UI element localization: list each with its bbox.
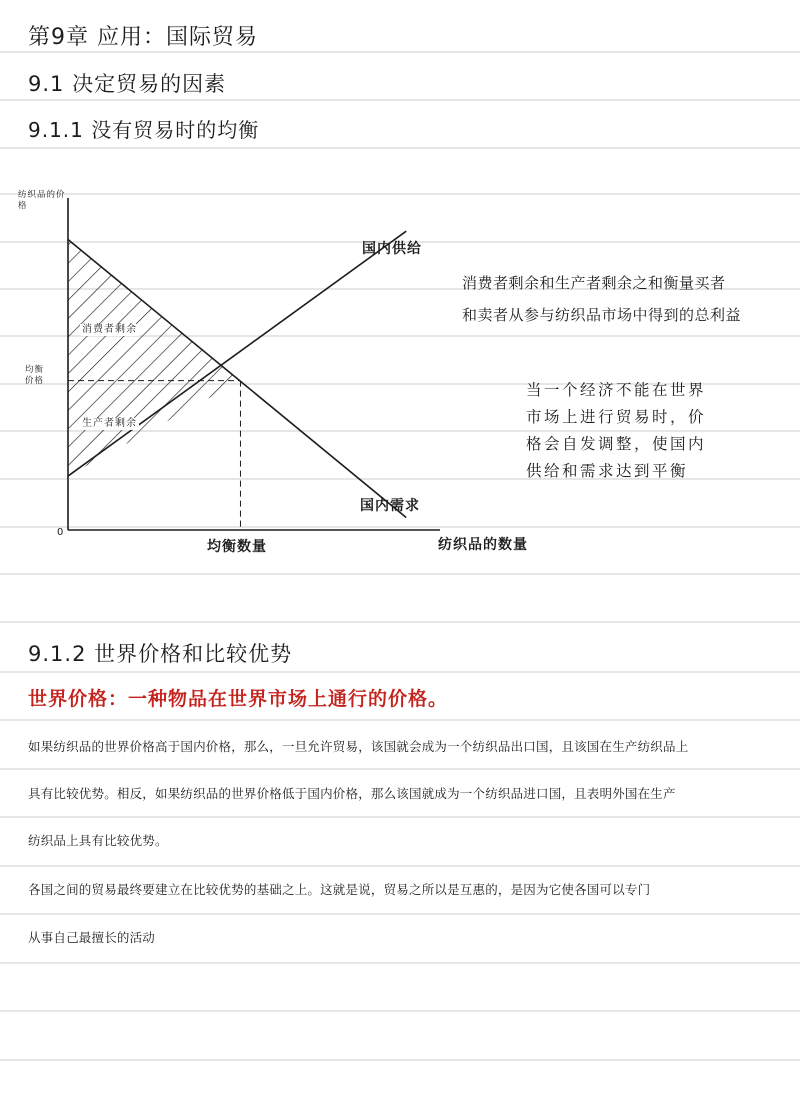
x-axis-label: 纺织品的数量 [438, 537, 528, 553]
origin-label: 0 [57, 527, 65, 538]
demand-curve-label: 国内需求 [360, 498, 420, 514]
surplus-note-line2: 和卖者从参与纺织品市场中得到的总利益 [462, 306, 742, 324]
paragraph2-line1: 各国之间的贸易最终要建立在比较优势的基础之上。这就是说，贸易之所以是互惠的，是因为它使各国可以专门 [28, 882, 651, 897]
y-axis-label: 纺织品的价格 [18, 190, 66, 212]
supply-curve-label: 国内供给 [362, 241, 422, 257]
world-price-definition: 世界价格：一种物品在世界市场上通行的价格。 [28, 688, 449, 710]
autarky-note-line3: 格会自发调整，使国内 [526, 435, 707, 453]
producer-surplus-label: 生产者剩余 [82, 418, 137, 429]
paragraph1-line2: 具有比较优势。相反，如果纺织品的世界价格低于国内价格，那么该国就成为一个纺织品进口国，且表明外国在生产 [28, 786, 676, 801]
paragraph2-line2: 从事自己最擅长的活动 [28, 930, 156, 945]
subsection-title: 9.1.1 没有贸易时的均衡 [28, 118, 260, 142]
equilibrium-quantity-label: 均衡数量 [207, 539, 267, 555]
chapter-title: 第9章 应用：国际贸易 [28, 25, 258, 50]
autarky-note-line2: 市场上进行贸易时，价 [526, 408, 707, 426]
paragraph1-line3: 纺织品上具有比较优势。 [28, 833, 168, 848]
autarky-note-line4: 供给和需求达到平衡 [526, 462, 689, 480]
paragraph1-line1: 如果纺织品的世界价格高于国内价格，那么，一旦允许贸易，该国就会成为一个纺织品出口国，且该国在生产纺织品上 [28, 739, 689, 754]
autarky-note-line1: 当一个经济不能在世界 [526, 381, 707, 399]
surplus-note-line1: 消费者剩余和生产者剩余之和衡量买者 [462, 274, 726, 292]
section-title: 9.1 决定贸易的因素 [28, 72, 227, 96]
section2-title: 9.1.2 世界价格和比较优势 [28, 642, 293, 666]
consumer-surplus-label: 消费者剩余 [82, 324, 137, 335]
equilibrium-price-label: 均衡价格 [25, 365, 45, 387]
